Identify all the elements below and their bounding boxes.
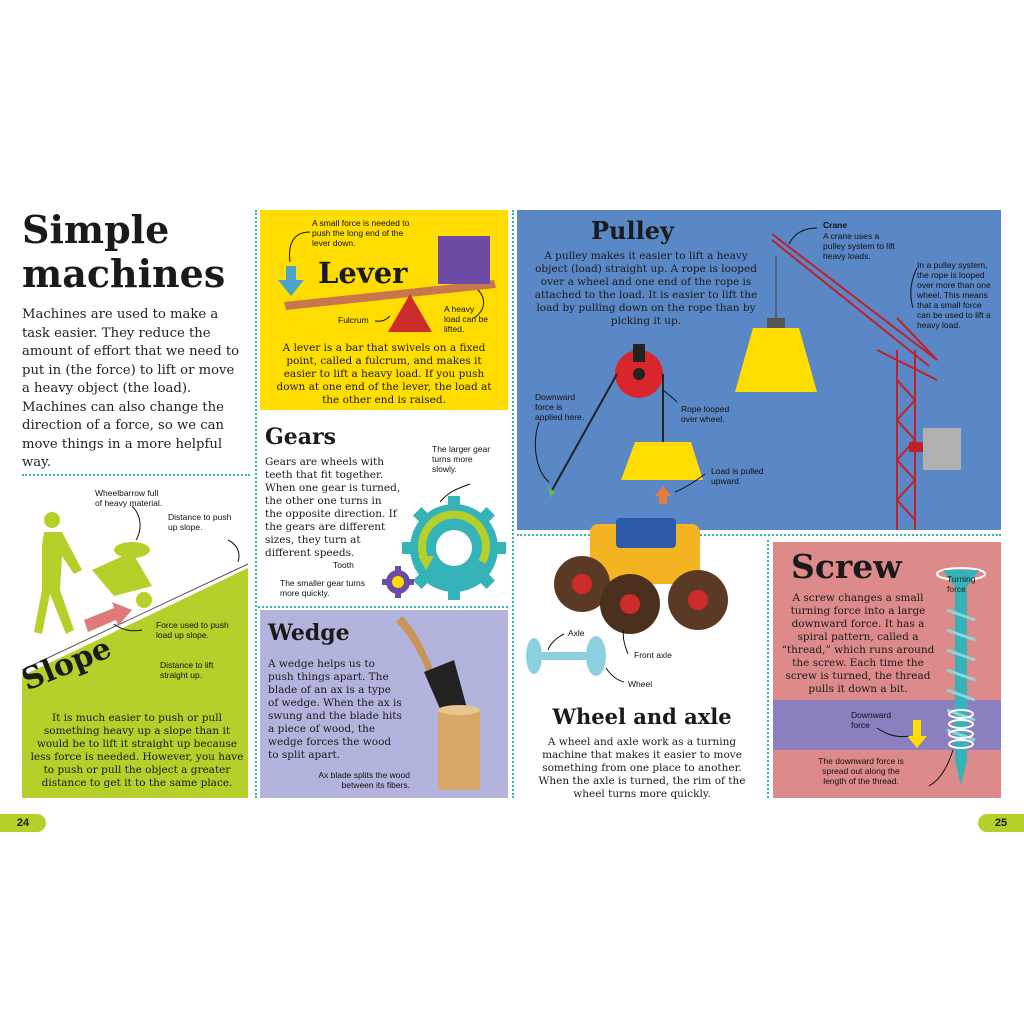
turning-force-label: Turning force bbox=[947, 574, 976, 594]
ax-blade-label: Ax blade splits the wood between its fibers. bbox=[318, 770, 410, 790]
gears-diagram bbox=[370, 440, 510, 610]
downward-force-label: Downward force is applied here. bbox=[535, 392, 585, 422]
wedge-title: Wedge bbox=[268, 620, 350, 646]
lever-text: A lever is a bar that swivels on a fixed point, called a fulcrum, and makes it easier to lift a heavy load. If you push down at one end of the lever, the load at the other end is raised. bbox=[276, 342, 492, 406]
lift-label: Distance to lift straight up. bbox=[160, 660, 214, 680]
crane-label: A crane uses a pulley system to lift heavy loads. bbox=[823, 231, 895, 261]
wheel-axle-title: Wheel and axle bbox=[552, 704, 732, 729]
gears-text: Gears are wheels with teeth that fit together. When one gear is turned, the other one turns in the opposite direction. If the gears are different sizes, they turn at different speeds. bbox=[265, 456, 401, 559]
spread-label: The downward force is spread out along the length of the thread. bbox=[818, 756, 904, 786]
page-title-line2: machines bbox=[22, 251, 226, 296]
ax-illustration bbox=[410, 610, 510, 800]
pulley-system-label: In a pulley system, the rope is looped over more than one wheel. This means that a small force can be used to lift a heavy load. bbox=[917, 260, 991, 330]
rope-label: Rope looped over wheel. bbox=[681, 404, 730, 424]
wedge-text: A wedge helps us to push things apart. The blade of an ax is a type of wedge. When the ax is swung and the blade hits a piece of wood, the wedge forces the wood to split apart. bbox=[268, 658, 402, 761]
screw-text: A screw changes a small turning force into a large downward force. It has a spiral pattern, called a “thread,” which runs around the screw. Each time the screw is turned, the thread pulls it down a bit. bbox=[781, 592, 935, 695]
wheel-label: Wheel bbox=[628, 679, 653, 689]
gears-title: Gears bbox=[265, 424, 337, 450]
tooth-label: Tooth bbox=[333, 560, 354, 570]
divider bbox=[255, 210, 257, 798]
lever-title: Lever bbox=[318, 256, 408, 290]
crane-label-title: Crane bbox=[823, 220, 848, 230]
wheel-axle-text: A wheel and axle work as a turning machine that makes it easier to move something from one place to another. When the axle is turned, the rim of the wheel turns more quickly. bbox=[538, 736, 746, 800]
pulley-title: Pulley bbox=[591, 216, 674, 245]
slope-title: Slope bbox=[16, 630, 117, 698]
page-number-left: 24 bbox=[0, 814, 46, 832]
divider bbox=[512, 210, 514, 798]
load-label: A heavy load can be lifted. bbox=[444, 304, 488, 334]
force-push-label: Force used to push load up slope. bbox=[156, 620, 229, 640]
page-title-line1: Simple bbox=[22, 207, 170, 252]
wedge-panel bbox=[260, 610, 508, 798]
screw-panel bbox=[773, 542, 1001, 798]
distance-up-label: Distance to push up slope. bbox=[168, 512, 232, 532]
axle-label: Axle bbox=[568, 628, 585, 638]
load-pulled-label: Load is pulled upward. bbox=[711, 466, 764, 486]
lever-panel bbox=[260, 210, 508, 410]
screw-downward-label: Downward force bbox=[851, 710, 892, 730]
front-axle-label: Front axle bbox=[634, 650, 672, 660]
divider bbox=[767, 540, 769, 798]
intro-text: Machines are used to make a task easier. They reduce the amount of effort that we need to put in (the force) to lift or move a heavy object (the load). Machines can also change the direction of a force, so we can move things in a more helpful way. bbox=[22, 307, 240, 470]
wheelbarrow-label: Wheelbarrow full of heavy material. bbox=[95, 488, 163, 508]
page-number-right: 25 bbox=[978, 814, 1024, 832]
divider bbox=[258, 606, 508, 608]
pulley-panel bbox=[517, 210, 1001, 530]
fulcrum-label: Fulcrum bbox=[338, 315, 369, 325]
page-title bbox=[22, 208, 225, 296]
larger-gear-label: The larger gear turns more slowly. bbox=[432, 444, 491, 474]
lever-force-label: A small force is needed to push the long end of the lever down. bbox=[312, 218, 410, 248]
smaller-gear-label: The smaller gear turns more quickly. bbox=[280, 578, 366, 598]
screw-title: Screw bbox=[791, 547, 902, 586]
pulley-text: A pulley makes it easier to lift a heavy object (load) straight up. A rope is looped over a wheel and one end of the rope is attached to the load. It is easier to lift the load by pulling down on the rope than by picking it up. bbox=[534, 250, 758, 327]
slope-text: It is much easier to push or pull something heavy up a slope than it would be to lift it straight up because less force is needed. However, you have to push or pull the object a greater distance to get it to the same place. bbox=[30, 712, 244, 789]
